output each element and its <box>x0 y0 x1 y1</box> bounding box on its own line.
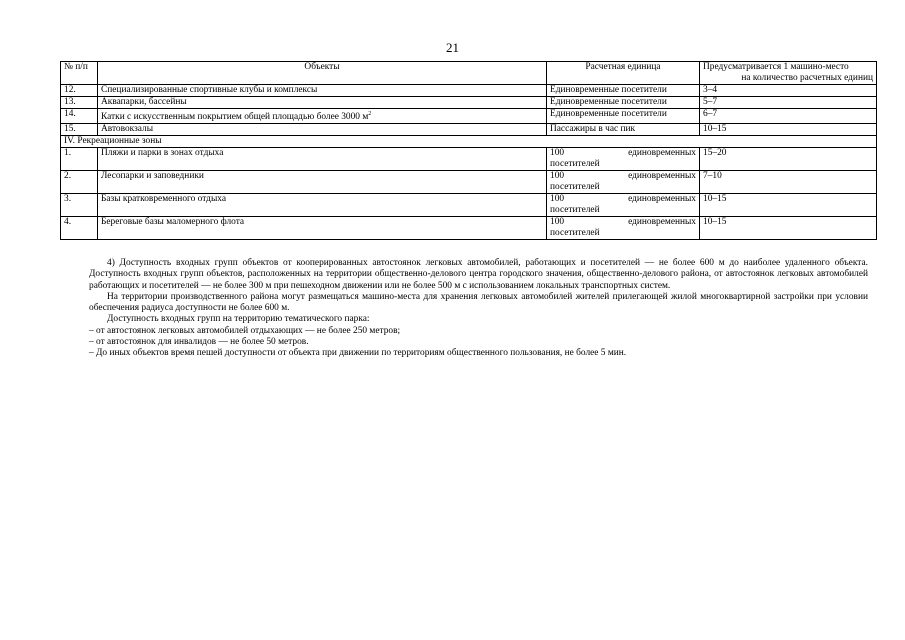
row-unit-c: посетителей <box>550 205 600 216</box>
row-unit-line1 <box>550 148 696 159</box>
page-number: 21 <box>446 40 459 55</box>
row-norm: 6–7 <box>700 109 877 124</box>
row-num: 12. <box>61 85 98 97</box>
table-row <box>61 171 877 194</box>
row-unit: Единовременные посетители <box>547 109 700 124</box>
row-num: 3. <box>61 194 98 217</box>
header-object: Объекты <box>98 62 547 85</box>
section-title: IV. Рекреационные зоны <box>61 136 877 148</box>
row-num: 2. <box>61 171 98 194</box>
row-object-sup: 2 <box>368 111 372 117</box>
section-row <box>61 136 877 148</box>
row-unit <box>547 194 700 217</box>
row-object: Береговые базы маломерного флота <box>98 217 547 240</box>
row-norm: 15–20 <box>700 148 877 171</box>
row-unit-c: посетителей <box>550 228 600 239</box>
row-unit <box>547 217 700 240</box>
table-row <box>61 148 877 171</box>
header-unit: Расчетная единица <box>547 62 700 85</box>
row-unit: Пассажиры в час пик <box>547 124 700 136</box>
row-object: Лесопарки и заповедники <box>98 171 547 194</box>
paragraph-access-cooperative: 4) Доступность входных групп объектов от кооперированных автостоянок легковых автомобилей, работающих и посетителей — не более 600 м до наиболее удаленного объекта. Доступность входных групп объектов, расположенных на территории общественно-делового центра городского значения, общественно-делового района, от автостоянок легковых автомобилей работающих и посетителей — не более 300 м при пешеходном движении или не более 500 м с использованием локальных транспортных систем. <box>89 258 868 291</box>
paragraph-theme-park: Доступность входных групп на территорию тематического парка: <box>107 314 370 325</box>
row-num: 4. <box>61 217 98 240</box>
row-unit-line1 <box>550 171 696 182</box>
row-object-text: Катки с искусственным покрытием общей площадью более 3000 м <box>101 112 369 123</box>
list-item: – от автостоянок для инвалидов — не более 50 метров. <box>89 337 309 348</box>
table-row <box>61 97 877 109</box>
table-row <box>61 194 877 217</box>
header-norm <box>700 62 877 85</box>
row-num: 13. <box>61 97 98 109</box>
row-unit <box>547 171 700 194</box>
row-norm: 5–7 <box>700 97 877 109</box>
row-unit-b: единовременных <box>628 148 696 159</box>
parking-norms-table <box>60 61 877 240</box>
row-unit-b: единовременных <box>628 217 696 228</box>
table-row <box>61 217 877 240</box>
row-unit: Единовременные посетители <box>547 97 700 109</box>
header-norm-line1: Предусматривается 1 машино-место <box>703 62 849 72</box>
row-object <box>98 109 547 124</box>
body-text <box>89 258 868 360</box>
row-norm: 3–4 <box>700 85 877 97</box>
row-unit-b: единовременных <box>628 194 696 205</box>
table-row <box>61 124 877 136</box>
row-unit <box>547 148 700 171</box>
paragraph-industrial-district: На территории производственного района могут размещаться машино-места для хранения легковых автомобилей жителей прилегающей жилой многоквартирной застройки при условии обеспечения радиуса доступности не более 600 м. <box>89 291 868 314</box>
table-row <box>61 85 877 97</box>
row-norm: 10–15 <box>700 194 877 217</box>
header-norm-line2: на количество расчетных единиц <box>741 73 873 83</box>
row-unit-c: посетителей <box>550 159 600 170</box>
table-row <box>61 109 877 124</box>
row-unit-c: посетителей <box>550 182 600 193</box>
row-object: Аквапарки, бассейны <box>98 97 547 109</box>
row-unit-a: 100 <box>550 194 565 205</box>
row-unit-a: 100 <box>550 217 565 228</box>
list-item: – от автостоянок легковых автомобилей отдыхающих — не более 250 метров; <box>89 325 401 336</box>
row-unit-line1 <box>550 194 696 205</box>
table-header-row <box>61 62 877 85</box>
row-norm: 7–10 <box>700 171 877 194</box>
row-unit-b: единовременных <box>628 171 696 182</box>
row-object: Базы кратковременного отдыха <box>98 194 547 217</box>
row-num: 1. <box>61 148 98 171</box>
row-unit-a: 100 <box>550 148 565 159</box>
row-norm: 10–15 <box>700 217 877 240</box>
row-num: 15. <box>61 124 98 136</box>
row-unit: Единовременные посетители <box>547 85 700 97</box>
row-unit-a: 100 <box>550 171 565 182</box>
header-num: № п/п <box>61 62 98 85</box>
row-object: Пляжи и парки в зонах отдыха <box>98 148 547 171</box>
list-item: – До иных объектов время пешей доступности от объекта при движении по территориям общественного пользования, не более 5 мин. <box>89 348 627 359</box>
row-object: Специализированные спортивные клубы и комплексы <box>98 85 547 97</box>
row-unit-line1 <box>550 217 696 228</box>
row-norm: 10–15 <box>700 124 877 136</box>
row-num: 14. <box>61 109 98 124</box>
row-object: Автовокзалы <box>98 124 547 136</box>
